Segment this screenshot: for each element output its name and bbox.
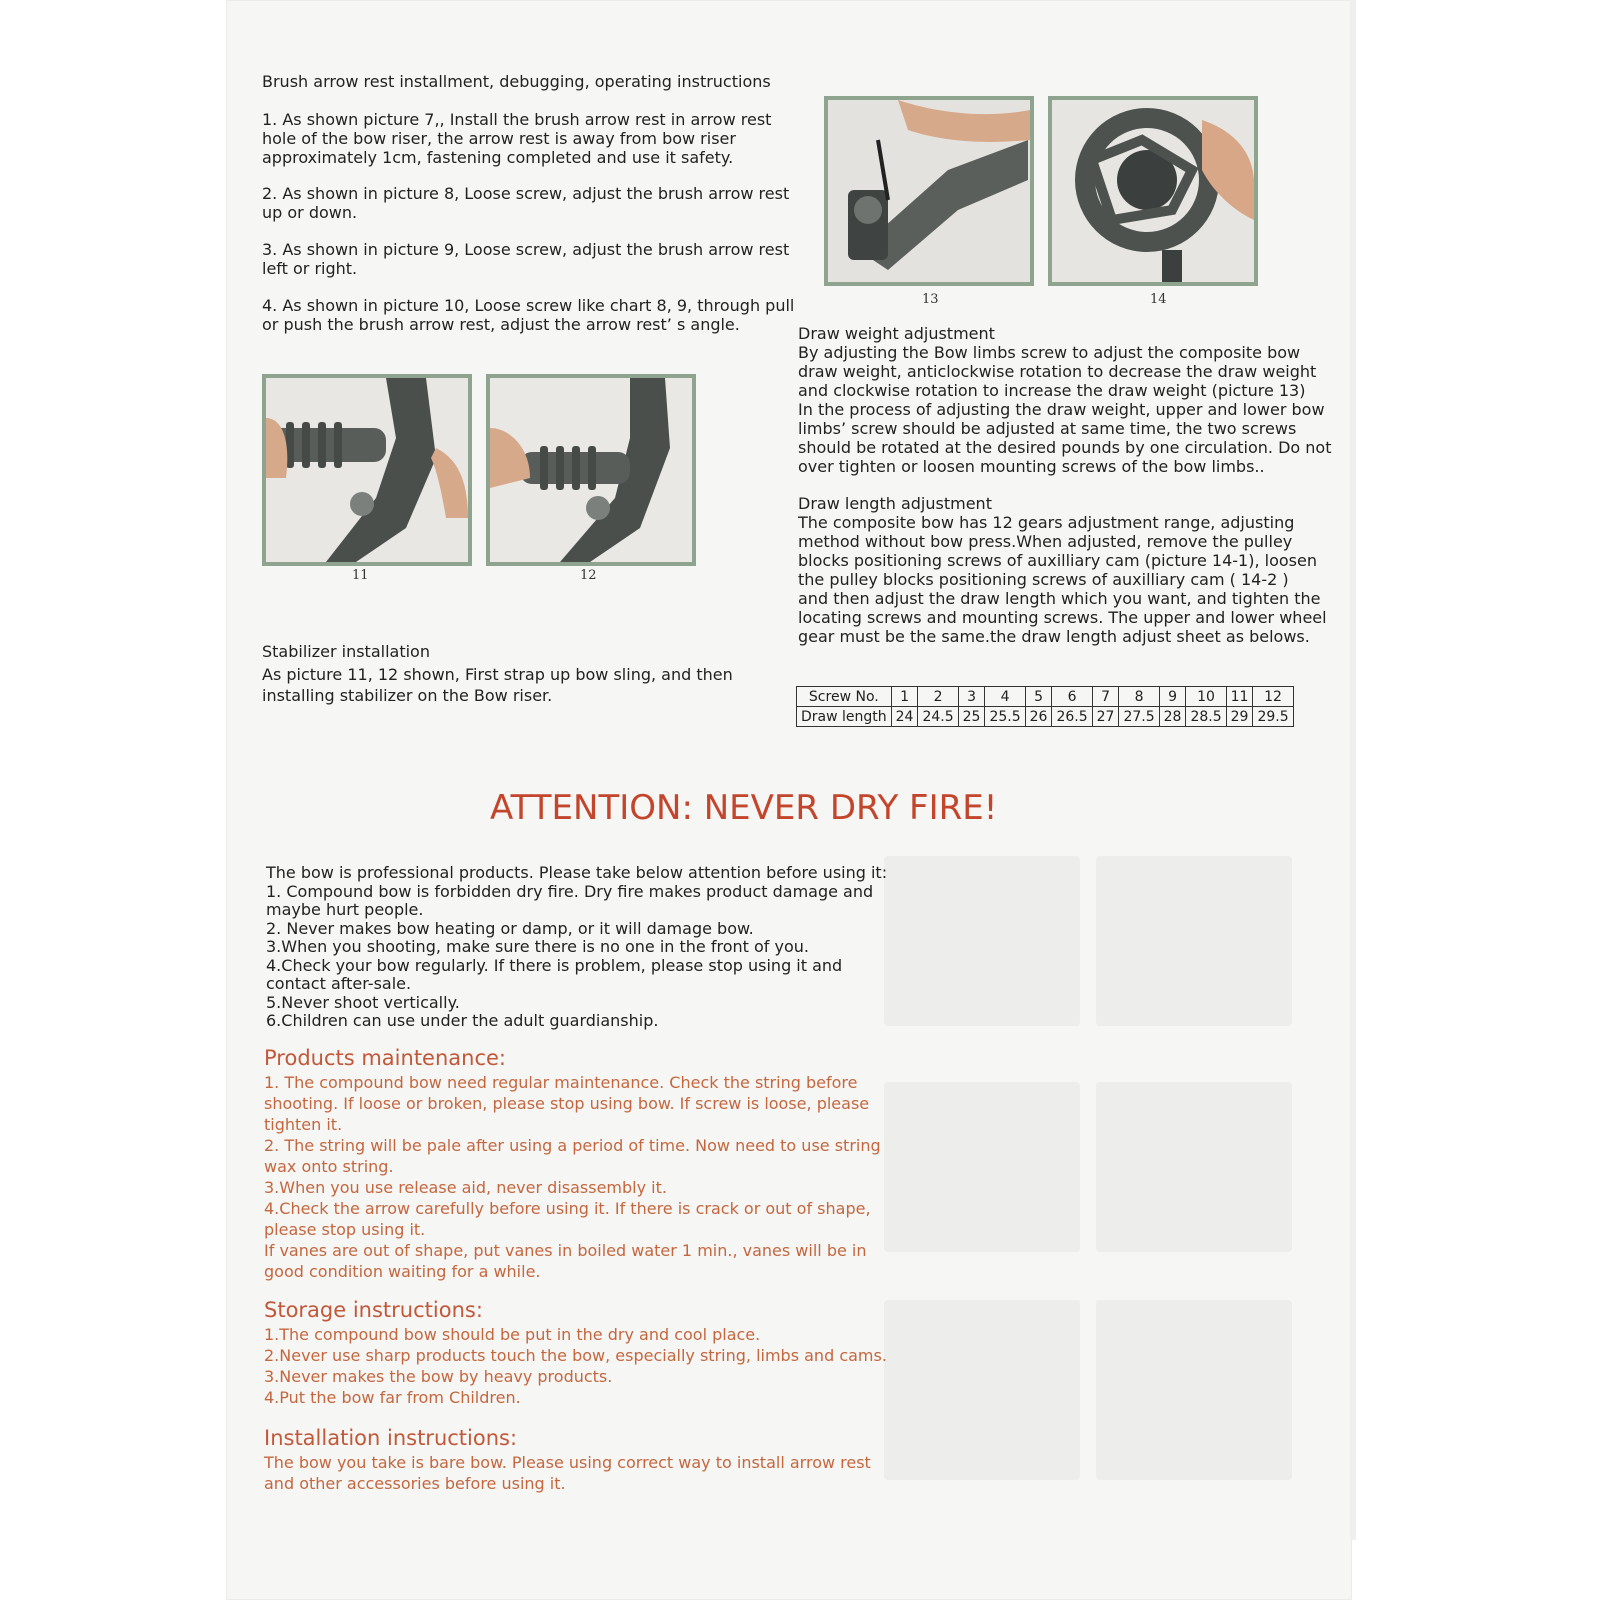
- bleed-through-photo: [1096, 1300, 1292, 1480]
- maintenance-heading: Products maintenance:: [264, 1046, 507, 1070]
- table-cell: 29.5: [1253, 707, 1293, 727]
- maintenance-body: 1. The compound bow need regular maintenance. Check the string before shooting. If loose or broken, please stop using bow. If screw is loose, please tighten it. 2. The string will be pale after using a period of time. Now need to use string wax onto string. 3.When you use release aid, never disassembly it. 4.Check the arrow carefully before using it. If there is crack or out of shape, please stop using it. If vanes are out of shape, put vanes in boiled water 1 min., vanes will be in good condition waiting for a while.: [264, 1073, 881, 1281]
- storage-heading: Storage instructions:: [264, 1298, 483, 1322]
- brush-rest-title: Brush arrow rest installment, debugging, operating instructions: [262, 72, 771, 91]
- table-row-label: Screw No.: [797, 687, 892, 707]
- stabilizer-title: Stabilizer installation: [262, 642, 430, 661]
- table-cell: 6: [1052, 687, 1092, 707]
- bleed-through-photo: [884, 1082, 1080, 1252]
- figure-label-14: 14: [1150, 292, 1167, 307]
- attention-body: The bow is professional products. Please take below attention before using it: 1. Compound bow is forbidden dry fire. Dry fire makes product damage and maybe hurt people. 2. Never makes bow heating or damp, or it will damage bow. 3.When you shooting, make sure there is no one in the front of you. 4.Check your bow regularly. If there is problem, please stop using it and contact after-sale. 5.Never shoot vertically. 6.Children can use under the adult guardianship.: [266, 863, 888, 1030]
- brush-rest-step-3: 3. As shown in picture 9, Loose screw, adjust the brush arrow rest left or right.: [262, 240, 790, 278]
- installation-body: The bow you take is bare bow. Please using correct way to install arrow rest and other accessories before using it.: [264, 1453, 871, 1493]
- table-cell: 7: [1092, 687, 1119, 707]
- figure-label-12: 12: [580, 568, 597, 583]
- table-cell: 5: [1025, 687, 1052, 707]
- table-cell: 27: [1092, 707, 1119, 727]
- draw-length-title: Draw length adjustment: [798, 494, 992, 513]
- draw-weight-body: By adjusting the Bow limbs screw to adjust the composite bow draw weight, anticlockwise rotation to decrease the draw weight and clockwise rotation to increase the draw weight (picture 13) In the process of adjusting the draw weight, upper and lower bow limbs’ screw should be adjusted at same time, the two screws should be rotated at the desired pounds by one circulation. Do not over tighten or loosen mounting screws of the bow limbs..: [798, 343, 1332, 476]
- brush-rest-step-2: 2. As shown in picture 8, Loose screw, adjust the brush arrow rest up or down.: [262, 184, 790, 222]
- table-cell: 24.5: [918, 707, 958, 727]
- table-cell: 25: [958, 707, 985, 727]
- table-cell: 10: [1186, 687, 1226, 707]
- bleed-through-photo: [1096, 1082, 1292, 1252]
- table-cell: 4: [985, 687, 1025, 707]
- table-cell: 28.5: [1186, 707, 1226, 727]
- figure-label-11: 11: [352, 568, 369, 583]
- table-cell: 24: [891, 707, 918, 727]
- storage-body: 1.The compound bow should be put in the dry and cool place. 2.Never use sharp products touch the bow, especially string, limbs and cams. 3.Never makes the bow by heavy products. 4.Put the bow far from Children.: [264, 1325, 887, 1407]
- brush-rest-step-4: 4. As shown in picture 10, Loose screw like chart 8, 9, through pull or push the brush arrow rest, adjust the arrow rest’ s angle.: [262, 296, 795, 334]
- table-cell: 12: [1253, 687, 1293, 707]
- table-cell: 26.5: [1052, 707, 1092, 727]
- table-cell: 25.5: [985, 707, 1025, 727]
- table-cell: 11: [1226, 687, 1253, 707]
- draw-length-table: [796, 686, 1294, 727]
- table-cell: 8: [1119, 687, 1159, 707]
- stabilizer-body: As picture 11, 12 shown, First strap up bow sling, and then installing stabilizer on the Bow riser.: [262, 665, 733, 705]
- table-cell: 27.5: [1119, 707, 1159, 727]
- bleed-through-photo: [884, 856, 1080, 1026]
- table-cell: 2: [918, 687, 958, 707]
- draw-weight-title: Draw weight adjustment: [798, 324, 995, 343]
- table-row-draw-length: [797, 707, 1294, 727]
- brush-rest-step-1: 1. As shown picture 7,, Install the brush arrow rest in arrow rest hole of the bow riser, the arrow rest is away from bow riser approximately 1cm, fastening completed and use it safety.: [262, 110, 772, 167]
- photo-13-bow-limb-screw: [824, 96, 1034, 286]
- table-cell: 1: [891, 687, 918, 707]
- bleed-through-photo: [1096, 856, 1292, 1026]
- installation-heading: Installation instructions:: [264, 1426, 518, 1450]
- table-row-label: Draw length: [797, 707, 892, 727]
- table-cell: 28: [1159, 707, 1186, 727]
- bleed-through-photo: [884, 1300, 1080, 1480]
- table-cell: 29: [1226, 707, 1253, 727]
- photo-14-auxiliary-cam: [1048, 96, 1258, 286]
- table-cell: 3: [958, 687, 985, 707]
- attention-heading: ATTENTION: NEVER DRY FIRE!: [490, 788, 998, 828]
- table-cell: 26: [1025, 707, 1052, 727]
- draw-length-body: The composite bow has 12 gears adjustment range, adjusting method without bow press.When adjusted, remove the pulley blocks positioning screws of auxilliary cam (picture 14-1), loosen the pulley blocks positioning screws of auxilliary cam ( 14-2 ) and then adjust the draw length which you want, and tighten the locating screws and mounting screws. The upper and lower wheel gear must be the same.the draw length adjust sheet as belows.: [798, 513, 1327, 646]
- figure-label-13: 13: [922, 292, 939, 307]
- photo-11-stabilizer-sling: [262, 374, 472, 566]
- table-cell: 9: [1159, 687, 1186, 707]
- page-edge: [1350, 0, 1356, 1540]
- photo-12-stabilizer-install: [486, 374, 696, 566]
- table-row-screw-no: [797, 687, 1294, 707]
